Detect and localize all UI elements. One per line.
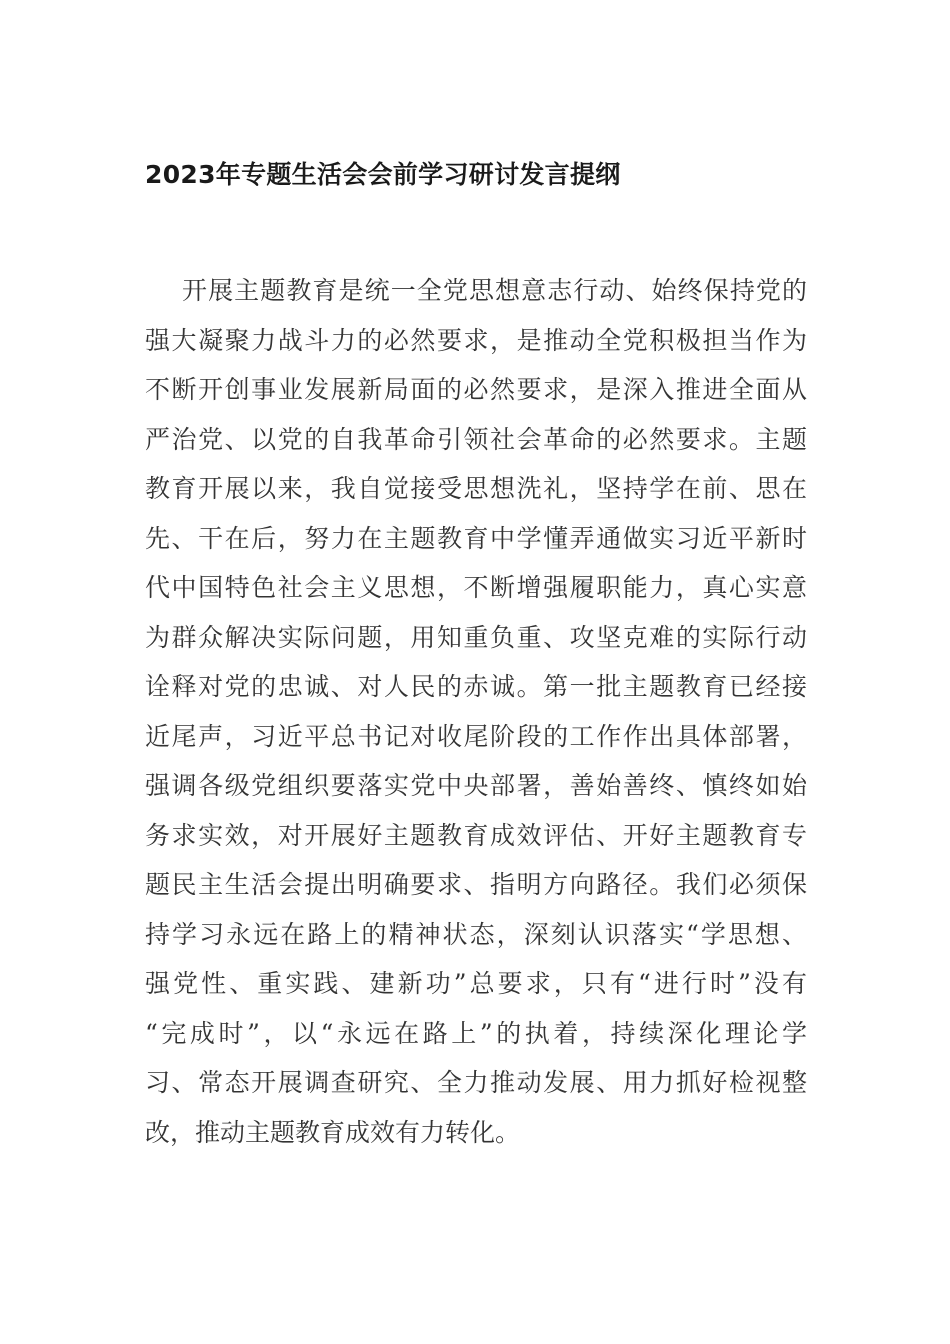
paragraph-line: 诠释对党的忠诚、对人民的赤诚。第一批主题教育已经接 (145, 672, 807, 701)
paragraph-line: 严治党、以党的自我革命引领社会革命的必然要求。主题 (145, 424, 807, 454)
paragraph-line: 先、干在后，努力在主题教育中学懂弄通做实习近平新时 (145, 523, 807, 553)
paragraph-line: 代中国特色社会主义思想，不断增强履职能力，真心实意 (145, 573, 807, 602)
paragraph-line: 教育开展以来，我自觉接受思想洗礼，坚持学在前、思在 (145, 474, 807, 503)
paragraph-line: “完成时”，以“永远在路上”的执着，持续深化理论学 (145, 1018, 807, 1048)
document-title: 2023年专题生活会会前学习研讨发言提纲 (145, 160, 621, 189)
paragraph-line: 题民主生活会提出明确要求、指明方向路径。我们必须保 (145, 870, 807, 899)
paragraph-line: 强党性、重实践、建新功”总要求，只有“进行时”没有 (145, 969, 807, 998)
paragraph-line: 强大凝聚力战斗力的必然要求，是推动全党积极担当作为 (145, 325, 807, 355)
paragraph-line: 习、常态开展调查研究、全力推动发展、用力抓好检视整 (145, 1068, 807, 1097)
paragraph-line: 近尾声，习近平总书记对收尾阶段的工作作出具体部署， (145, 721, 807, 751)
paragraph-line: 务求实效，对开展好主题教育成效评估、开好主题教育专 (145, 820, 807, 850)
paragraph-line: 为群众解决实际问题，用知重负重、攻坚克难的实际行动 (145, 622, 807, 652)
paragraph-line: 改，推动主题教育成效有力转化。 (145, 1117, 521, 1147)
document-paragraph (145, 266, 807, 1157)
paragraph-line: 持学习永远在路上的精神状态，深刻认识落实“学思想、 (145, 919, 807, 949)
paragraph-line: 不断开创事业发展新局面的必然要求，是深入推进全面从 (145, 375, 807, 404)
paragraph-line: 强调各级党组织要落实党中央部署，善始善终、慎终如始 (145, 771, 807, 800)
paragraph-line: 开展主题教育是统一全党思想意志行动、始终保持党的 (182, 276, 807, 305)
